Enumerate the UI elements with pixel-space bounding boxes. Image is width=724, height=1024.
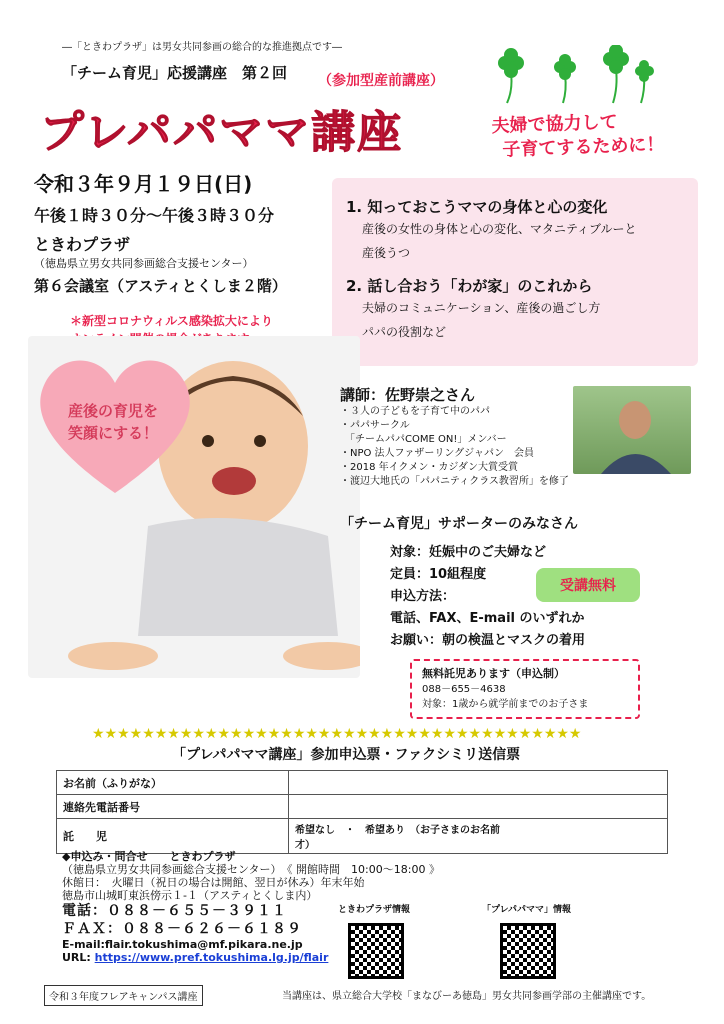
clover-icon xyxy=(485,45,660,105)
childcare-title: 無料託児あります（申込制） xyxy=(422,667,565,680)
qr-tokiwa xyxy=(338,902,410,979)
website-link[interactable]: https://www.pref.tokushima.lg.jp/flair xyxy=(94,951,329,964)
lecturer-photo xyxy=(573,386,691,474)
tagline: ―「ときわプラザ」は男女共同参画の総合的な推進拠点です― xyxy=(62,42,342,53)
name-label: お名前（ふりがな） xyxy=(57,771,289,795)
lecturer-info xyxy=(340,384,580,489)
desc-line: パパの役割など xyxy=(362,325,447,339)
childcare-label: 託 児 xyxy=(57,819,289,854)
event-venue-sub: （徳島県立男女共同参画総合支援センター） xyxy=(34,257,254,270)
qr-code-icon[interactable] xyxy=(348,923,404,979)
slogan-line: 子育てするために！ xyxy=(502,133,665,161)
notice-line: ＊新型コロナウィルス感染拡大により xyxy=(70,314,273,328)
program-item-desc xyxy=(362,296,684,344)
desc-line: 産後の女性の身体と心の変化、マタニティブルーと xyxy=(362,222,637,236)
phone-label: 連絡先電話番号 xyxy=(57,795,289,819)
lecturer-bio-item: ・2018 年イクメン・カジダン大賞受賞 xyxy=(340,462,519,473)
application-form xyxy=(56,770,668,854)
contact-phone: 電話：０８８－６５５－３９１１ xyxy=(62,903,287,919)
event-date: 令和３年９月１９日(日) xyxy=(34,172,253,196)
heart-line: 産後の育児を xyxy=(67,402,158,420)
request-text: お願い：朝の検温とマスクの着用 xyxy=(390,633,586,648)
desc-line: 夫婦のコミュニケーション、産後の過ごし方 xyxy=(362,301,601,315)
event-room: 第６会議室（アスティとくしま２階） xyxy=(34,277,287,295)
capacity-text: 定員：10組程度 xyxy=(390,567,487,582)
slogan-line: 夫婦で協力して xyxy=(491,111,618,138)
free-badge: 受講無料 xyxy=(536,568,640,602)
heart-message xyxy=(58,400,168,444)
contact-fax: ＦＡＸ：０８８－６２６－６１８９ xyxy=(62,921,302,937)
qr-code-icon[interactable] xyxy=(500,923,556,979)
course-subtitle: 「チーム育児」応援講座 第２回 xyxy=(62,64,288,82)
footer-campus: 令和３年度フレアキャンパス講座 xyxy=(44,985,203,1006)
name-field[interactable] xyxy=(289,771,668,795)
phone-field[interactable] xyxy=(289,795,668,819)
lecturer-bio-item: ・NPO 法人ファザーリングジャパン 会員 xyxy=(340,448,534,459)
lecturer-portrait xyxy=(573,386,691,474)
lecturer-bio-item: ・渡辺大地氏の「パパニティクラス教習所」を修了 xyxy=(340,476,569,487)
apply-text: 申込方法： xyxy=(390,589,456,604)
footer-note: 当講座は、県立総合大学校「まなびーあ徳島」男女共同参画学部の主催講座です。 xyxy=(282,991,652,1002)
url-label: URL: xyxy=(62,951,91,964)
qr-label: ときわプラザ情報 xyxy=(338,905,411,915)
table-row xyxy=(57,771,668,795)
page-title: プレパパママ講座 xyxy=(40,107,404,158)
course-type-badge: （参加型産前講座） xyxy=(318,73,444,89)
lecturer-name: 講師：佐野崇之さん xyxy=(340,386,476,404)
desc-line: 産後うつ xyxy=(362,246,411,260)
event-venue: ときわプラザ xyxy=(34,235,131,254)
contact-heading: ◆申込み・問合せ ときわプラザ xyxy=(62,850,236,863)
program-box xyxy=(332,178,698,366)
slogan xyxy=(491,109,665,163)
program-item-title: 1. 知っておこうママの身体と心の変化 xyxy=(346,198,608,216)
qr-prepapa xyxy=(482,902,571,979)
event-info xyxy=(34,168,287,296)
audience-heading: 「チーム育児」サポーターのみなさん xyxy=(340,516,578,532)
lecturer-bio-item: ・パパサークル xyxy=(340,420,410,431)
contact-line: 休館日： 火曜日（祝日の場合は開館、翌日が休み）年末年始 xyxy=(62,876,365,889)
lecturer-bio-item: 「チームパパCOME ON!」メンバー xyxy=(340,434,507,445)
childcare-phone: 088－655－4638 xyxy=(422,684,506,695)
event-time: 午後１時３０分～午後３時３０分 xyxy=(34,206,275,225)
contact-line: （徳島県立男女共同参画総合支援センター） 《 開館時間 10:00～18:00 》 xyxy=(62,863,440,876)
childcare-field[interactable]: 希望なし ・ 希望あり （お子さまのお名前 才） xyxy=(289,819,668,854)
table-row xyxy=(57,819,668,854)
form-title: 「プレパパママ講座」参加申込票・ファクシミリ送信票 xyxy=(172,747,521,763)
contact-line: 徳島市山城町東浜傍示１-１（アスティとくしま内） xyxy=(62,889,318,902)
methods-text: 電話、FAX、E-mail のいずれか xyxy=(390,611,585,626)
contact-email[interactable]: E-mail:flair.tokushima@mf.pikara.ne.jp xyxy=(62,938,303,951)
heart-line: 笑顔にする！ xyxy=(67,424,158,442)
program-item-title: 2. 話し合おう「わが家」のこれから xyxy=(346,277,593,295)
target-text: 対象：妊娠中のご夫婦など xyxy=(390,545,547,560)
childcare-box xyxy=(410,659,640,719)
qr-label: 「プレパパママ」情報 xyxy=(482,905,572,915)
program-item-desc xyxy=(362,217,684,265)
star-divider: ★★★★★★★★★★★★★★★★★★★★★★★★★★★★★★★★★★★★★★★ xyxy=(92,726,582,742)
childcare-target: 対象：1歳から就学前までのお子さま xyxy=(422,699,589,710)
lecturer-bio-item: ・３人の子どもを子育て中のパパ xyxy=(340,406,490,417)
table-row xyxy=(57,795,668,819)
